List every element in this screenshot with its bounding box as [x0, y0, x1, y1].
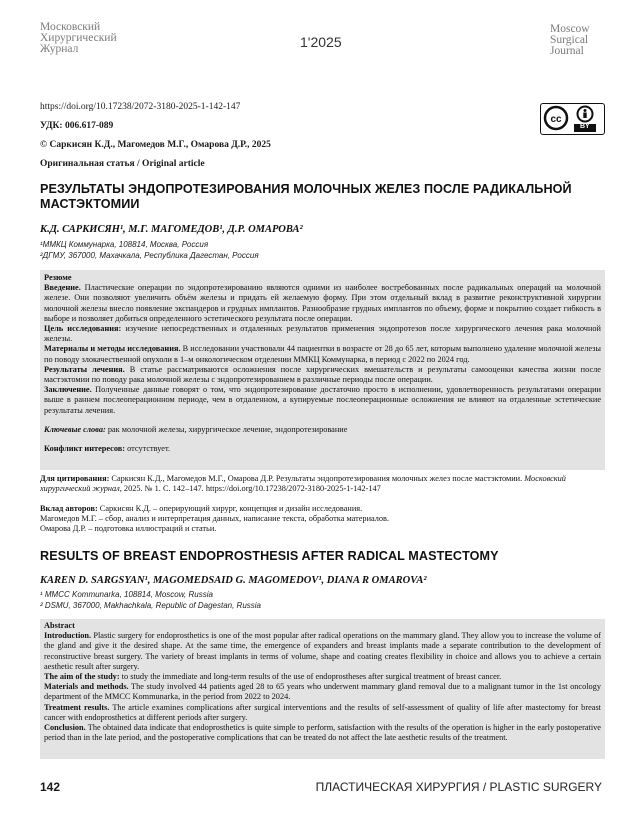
results-label-en: Treatment results.	[44, 702, 110, 712]
journal-logo-en	[550, 24, 590, 57]
udk: УДК: 006.617-089	[40, 121, 114, 131]
contributions-block	[40, 504, 600, 535]
affiliation-2-en: ² DSMU, 367000, Makhachkala, Republic of Dagestan, Russia	[40, 601, 261, 610]
license-label: BY	[580, 123, 590, 130]
abstract-heading-ru: Резюме	[44, 273, 72, 282]
authors-en: KAREN D. SARGSYAN¹, MAGOMEDSAID G. MAGOMEDOV¹, DIANA R OMAROVA²	[40, 575, 427, 586]
intro-text-ru: Пластические операции по эндопротезированию являются одними из наиболее востребованных после радикальных операций на молочной железе. Они позволяют увеличить объём железы и придать ей желаемую форму. При этом отдельный вклад в развитие реконструктивной хирургии молочной железы внесло появление экспандеров и грудных имплантов. Разнообразие грудных имплантов по объему, форме и покрытию создает гибкость в выборе и позволяет добиться определенного эстетического результата после операции.	[44, 283, 601, 323]
citation-journal: Московский хирургический журнал	[40, 474, 566, 494]
affiliation-1-en: ¹ MMCC Kommunarka, 108814, Moscow, Russia	[40, 590, 213, 599]
logo-line: Журнал	[40, 43, 79, 55]
affiliation-1-ru: ¹ММКЦ Коммунарка, 108814, Москва, Россия	[40, 240, 209, 249]
citation-text: Саркисян К.Д., Магомедов М.Г., Омарова Д.Р. Результаты эндопротезирования молочных желез после мастэктомии.	[109, 474, 525, 483]
cc-by-badge[interactable]	[540, 103, 605, 135]
page-number: 142	[40, 780, 61, 794]
conclusion-label-ru: Заключение.	[44, 385, 92, 395]
citation-label: Для цитирования:	[40, 474, 110, 483]
intro-label-en: Introduction.	[44, 631, 92, 641]
section-name: ПЛАСТИЧЕСКАЯ ХИРУРГИЯ / PLASTIC SURGERY	[315, 780, 602, 794]
citation-block	[40, 474, 600, 494]
aim-label-ru: Цель исследования:	[44, 324, 122, 334]
abstract-en	[44, 621, 601, 743]
conclusion-text-en: The obtained data indicate that endoprosthetics is quite simple to perform, satisfaction with the results of the operation is higher in the early postoperative period than in the late period, and the postoperative complications that can be treated do not affect the late aesthetic results of the treatment.	[44, 723, 601, 743]
citation-tail: , 2025. № 1. С. 142–147. https://doi.org/10.17238/2072-3180-2025-1-142-147	[119, 484, 381, 494]
affiliation-2-ru: ²ДГМУ, 367000, Махачкала, Республика Дагестан, Россия	[40, 251, 259, 260]
keywords-text: рак молочной железы, хирургическое лечение, эндопротезирование	[105, 424, 348, 434]
abstract-heading-en: Abstract	[44, 621, 75, 630]
aim-label-en: The aim of the study:	[44, 672, 120, 682]
logo-line: Московский	[40, 21, 101, 33]
conclusion-label-en: Conclusion.	[44, 723, 86, 733]
keywords-label: Ключевые слова:	[44, 424, 106, 434]
methods-label-ru: Материалы и методы исследования.	[44, 344, 181, 354]
contrib-label: Вклад авторов:	[40, 504, 98, 513]
cc-icon	[541, 104, 604, 134]
contrib-1: Саркисян К.Д. – оперирующий хирург, концепция и дизайн исследования.	[97, 504, 363, 513]
copyright: © Саркисян К.Д., Магомедов М.Г., Омарова Д.Р., 2025	[40, 140, 271, 150]
methods-text-ru: В исследовании участвовали 44 пациентки в возрасте от 28 до 65 лет, которым выполнено удаление молочной железы по поводу злокачественной опухоли в 1–м онкологическом отделении ММКЦ Коммунарка, в период с 2022 по 2024 год.	[44, 344, 601, 364]
journal-logo-ru	[40, 22, 117, 55]
contrib-2: Магомедов М.Г. – сбор, анализ и интерпретация данных, написание текста, обработка материалов.	[40, 514, 390, 524]
logo-line: Moscow	[550, 23, 590, 35]
authors-ru: К.Д. САРКИСЯН¹, М.Г. МАГОМЕДОВ¹, Д.Р. ОМАРОВА²	[40, 224, 303, 235]
methods-text-en: The study involved 44 patients aged 28 to 65 years who underwent mammary gland removal due to a malignant tumor in the 1st oncology department of the MMCC Kommunarka, in the period from 2022 to 2024.	[44, 682, 601, 702]
intro-label-ru: Введение.	[44, 283, 81, 293]
conclusion-text-ru: Полученные данные говорят о том, что эндопротезирование достаточно просто в исполнении, удовлетворенность результатами операции выше в раннем послеоперационном периоде, чем в отдаленном, а купируемые послеоперационные осложнения не влияют на отдаленные эстетические результаты лечения.	[44, 385, 601, 415]
article-title-en: RESULTS OF BREAST ENDOPROSTHESIS AFTER RADICAL MASTECTOMY	[40, 549, 499, 563]
intro-text-en: Plastic surgery for endoprosthetics is one of the most popular after radical operations on the mammary gland. They allow you to increase the volume of the gland and give it the desired shape. At the same time, the emergence of expanders and breast implants made a separate contribution to the development of reconstructive breast surgery. The variety of breast implants in terms of volume, shape and coating creates flexibility in choice and allows you to achieve a certain aesthetic result after surgery.	[44, 631, 601, 671]
logo-line: Surgical	[550, 34, 589, 46]
conflict-text: отсутствует.	[125, 444, 171, 454]
issue-number: 1'2025	[300, 34, 342, 50]
results-label-ru: Результаты лечения.	[44, 364, 125, 374]
methods-label-en: Materials and methods.	[44, 682, 129, 692]
article-type: Оригинальная статья / Original article	[40, 159, 205, 169]
results-text-en: The article examines complications after surgical interventions and the results of self-assessment of quality of life after mastectomy for breast cancer with endoprosthetics at different periods after surgery.	[44, 702, 601, 722]
results-text-ru: В статье рассматриваются осложнения после хирургических вмешательств и результаты самооценки качества жизни после мастэктомии по поводу рака молочной железы с эндопротезированием в различные периоды после операции.	[44, 364, 601, 385]
logo-line: Хирургический	[40, 32, 117, 44]
aim-text-ru: изучение непосредственных и отдаленных результатов применения эндопротезов после хирургического лечения рака молочной железы.	[44, 324, 601, 344]
contrib-3: Омарова Д.Р. – подготовка иллюстраций и статьи.	[40, 524, 217, 534]
svg-text:cc: cc	[550, 114, 562, 125]
logo-line: Journal	[550, 45, 584, 57]
aim-text-en: to study the immediate and long-term results of the use of endoprostheses after surgical treatment of breast cancer.	[119, 672, 502, 682]
abstract-ru	[44, 273, 601, 454]
doi-link[interactable]: https://doi.org/10.17238/2072-3180-2025-1-142-147	[40, 102, 241, 112]
conflict-label: Конфликт интересов:	[44, 444, 126, 454]
article-title-ru: РЕЗУЛЬТАТЫ ЭНДОПРОТЕЗИРОВАНИЯ МОЛОЧНЫХ ЖЕЛЕЗ ПОСЛЕ РАДИКАЛЬНОЙ МАСТЭКТОМИИ	[40, 182, 572, 211]
